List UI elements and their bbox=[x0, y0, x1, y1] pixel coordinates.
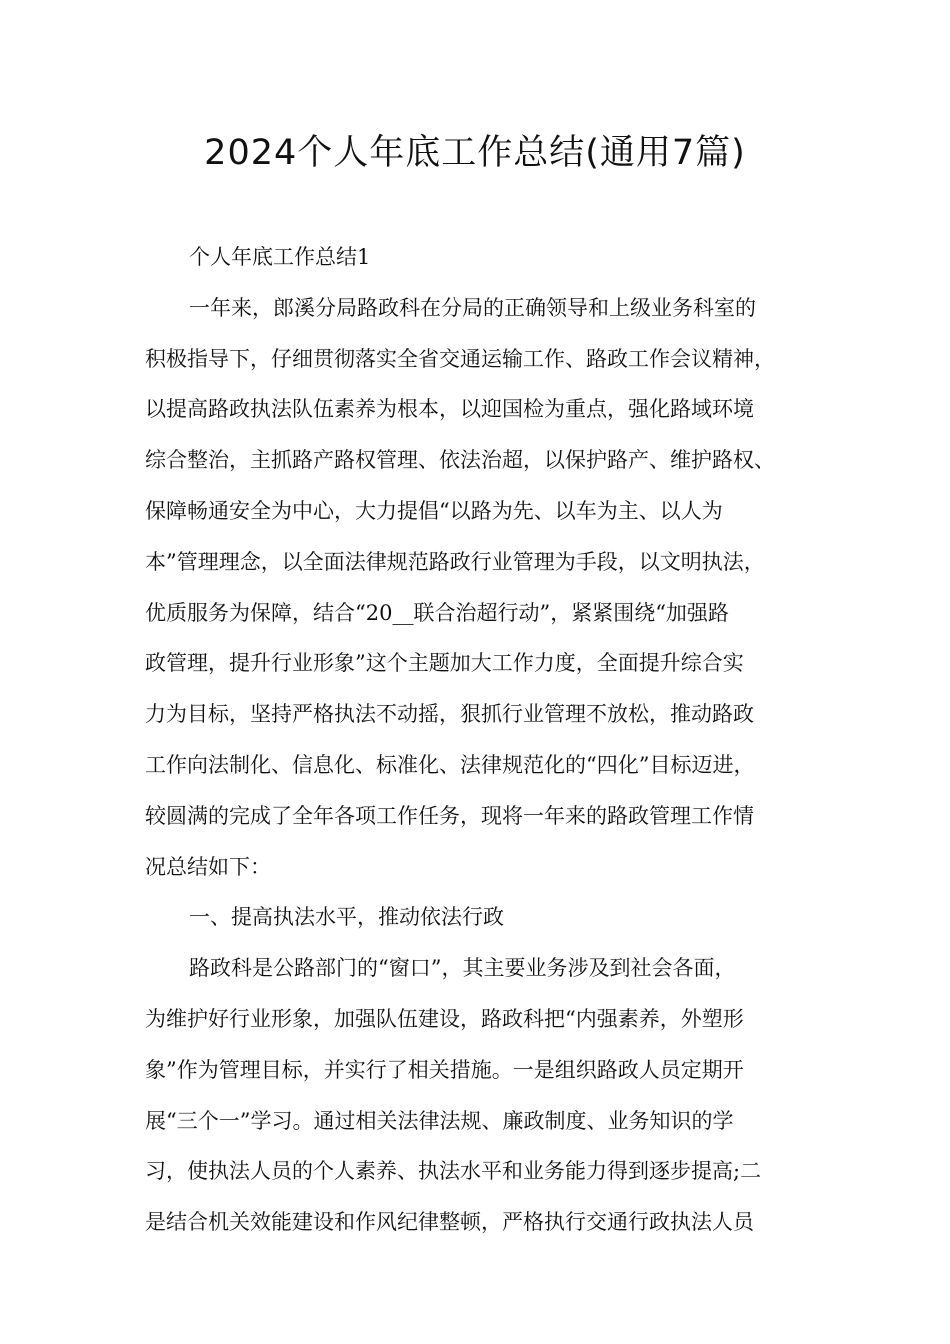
paragraph-line: 一年来，郎溪分局路政科在分局的正确领导和上级业务科室的 bbox=[189, 295, 756, 320]
paragraph-line: 积极指导下，仔细贯彻落实全省交通运输工作、路政工作会议精神， bbox=[145, 346, 775, 371]
paragraph-line: 较圆满的完成了全年各项工作任务，现将一年来的路政管理工作情 bbox=[145, 803, 754, 828]
paragraph-line: 综合整治，主抓路产路权管理、依法治超，以保护路产、维护路权、 bbox=[145, 448, 775, 473]
paragraph-line: 况总结如下： bbox=[145, 854, 271, 879]
paragraph-line: 习，使执法人员的个人素养、执法水平和业务能力得到逐步提高;二 bbox=[145, 1159, 762, 1184]
section-heading: 一、提高执法水平，推动依法行政 bbox=[189, 905, 504, 930]
paragraph-line: 力为目标，坚持严格执法不动摇，狠抓行业管理不放松，推动路政 bbox=[145, 702, 754, 727]
paragraph-line: 以提高路政执法队伍素养为根本，以迎国检为重点，强化路域环境 bbox=[145, 397, 754, 422]
paragraph-line: 政管理，提升行业形象”这个主题加大工作力度，全面提升综合实 bbox=[145, 651, 744, 676]
paragraph-line: 是结合机关效能建设和作风纪律整顿，严格执行交通行政执法人员 bbox=[145, 1210, 754, 1235]
paragraph-line: 为维护好行业形象，加强队伍建设，路政科把“内强素养，外塑形 bbox=[145, 1006, 744, 1031]
paragraph-line: 象”作为管理目标，并实行了相关措施。一是组织路政人员定期开 bbox=[145, 1057, 744, 1082]
section-title: 个人年底工作总结1 bbox=[189, 245, 371, 269]
paragraph-line: 路政科是公路部门的“窗口”，其主要业务涉及到社会各面， bbox=[189, 956, 736, 981]
paragraph-line: 保障畅通安全为中心，大力提倡“以路为先、以车为主、以人为 bbox=[145, 498, 723, 523]
paragraph-line: 本”管理理念，以全面法律规范路政行业管理为手段，以文明执法， bbox=[145, 549, 765, 574]
paragraph-line: 展“三个一”学习。通过相关法律法规、廉政制度、业务知识的学 bbox=[145, 1108, 734, 1133]
document-body bbox=[145, 232, 821, 1248]
paragraph-line: 工作向法制化、信息化、标准化、法律规范化的“四化”目标迈进， bbox=[145, 752, 755, 777]
document-title: 2024个人年底工作总结(通用7篇) bbox=[204, 133, 746, 173]
paragraph-line: 优质服务为保障，结合“20__联合治超行动”，紧紧围绕“加强路 bbox=[145, 600, 729, 625]
